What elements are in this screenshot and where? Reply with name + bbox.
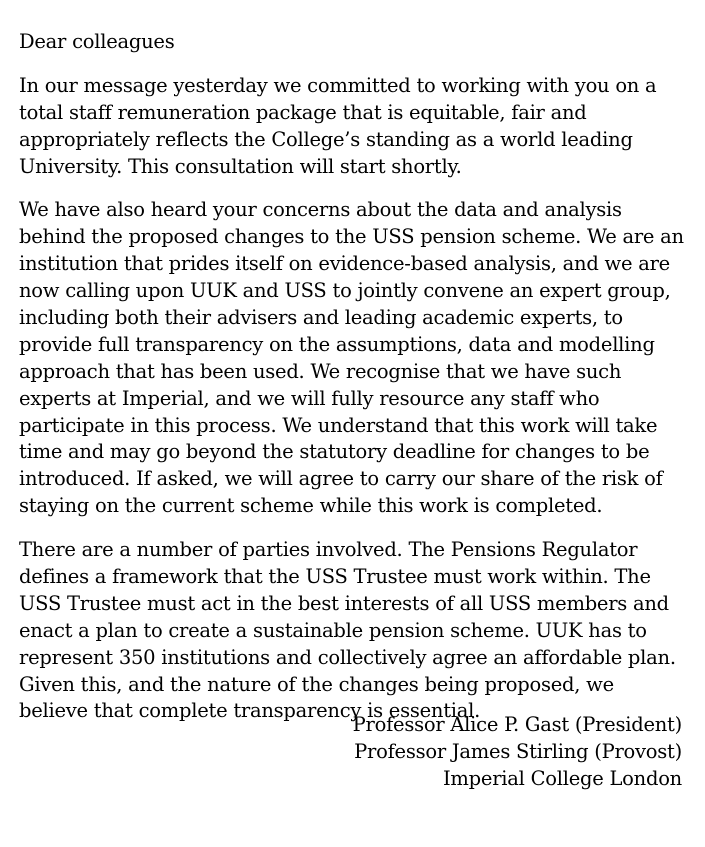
paragraph-pension-analysis <box>19 197 691 520</box>
paragraph-line: time and may go beyond the statutory deadline for changes to be <box>19 440 650 464</box>
paragraph-line: experts at Imperial, and we will fully resource any staff who <box>19 386 600 410</box>
paragraph-line: University. This consultation will start shortly. <box>19 154 462 178</box>
paragraph-line: approach that has been used. We recognise that we have such <box>19 359 622 383</box>
paragraph-line: introduced. If asked, we will agree to carry our share of the risk of <box>19 467 663 491</box>
paragraph-line: behind the proposed changes to the USS pension scheme. We are an <box>19 225 684 249</box>
signature-line-provost: Professor James Stirling (Provost) <box>354 739 682 763</box>
paragraph-line: We have also heard your concerns about the data and analysis <box>19 198 622 222</box>
letter-body <box>19 29 691 725</box>
paragraph-line: participate in this process. We understand that this work will take <box>19 413 658 437</box>
paragraph-line: appropriately reflects the College’s standing as a world leading <box>19 127 633 151</box>
paragraph-line: total staff remuneration package that is equitable, fair and <box>19 100 587 124</box>
paragraph-line: In our message yesterday we committed to working with you on a <box>19 73 657 97</box>
paragraph-line: believe that complete transparency is essential. <box>19 699 481 723</box>
paragraph-line: USS Trustee must act in the best interests of all USS members and <box>19 591 669 615</box>
paragraph-line: There are a number of parties involved. The Pensions Regulator <box>19 538 638 562</box>
signature-line-institution: Imperial College London <box>442 766 682 790</box>
paragraph-line: provide full transparency on the assumptions, data and modelling <box>19 332 655 356</box>
paragraph-line: Given this, and the nature of the changes being proposed, we <box>19 672 614 696</box>
paragraph-line: now calling upon UUK and USS to jointly convene an expert group, <box>19 279 671 303</box>
signature-line-president: Professor Alice P. Gast (President) <box>352 713 682 736</box>
paragraph-line: enact a plan to create a sustainable pension scheme. UUK has to <box>19 618 647 642</box>
paragraph-parties-involved <box>19 537 691 725</box>
paragraph-remuneration <box>19 73 691 181</box>
signature-block <box>353 712 682 793</box>
paragraph-line: staying on the current scheme while this work is completed. <box>19 494 603 518</box>
paragraph-line: including both their advisers and leading academic experts, to <box>19 306 623 330</box>
paragraph-line: institution that prides itself on evidence-based analysis, and we are <box>19 252 670 276</box>
letter-greeting: Dear colleagues <box>19 30 175 53</box>
paragraph-line: represent 350 institutions and collectively agree an affordable plan. <box>19 645 676 669</box>
paragraph-line: defines a framework that the USS Trustee must work within. The <box>19 565 651 589</box>
